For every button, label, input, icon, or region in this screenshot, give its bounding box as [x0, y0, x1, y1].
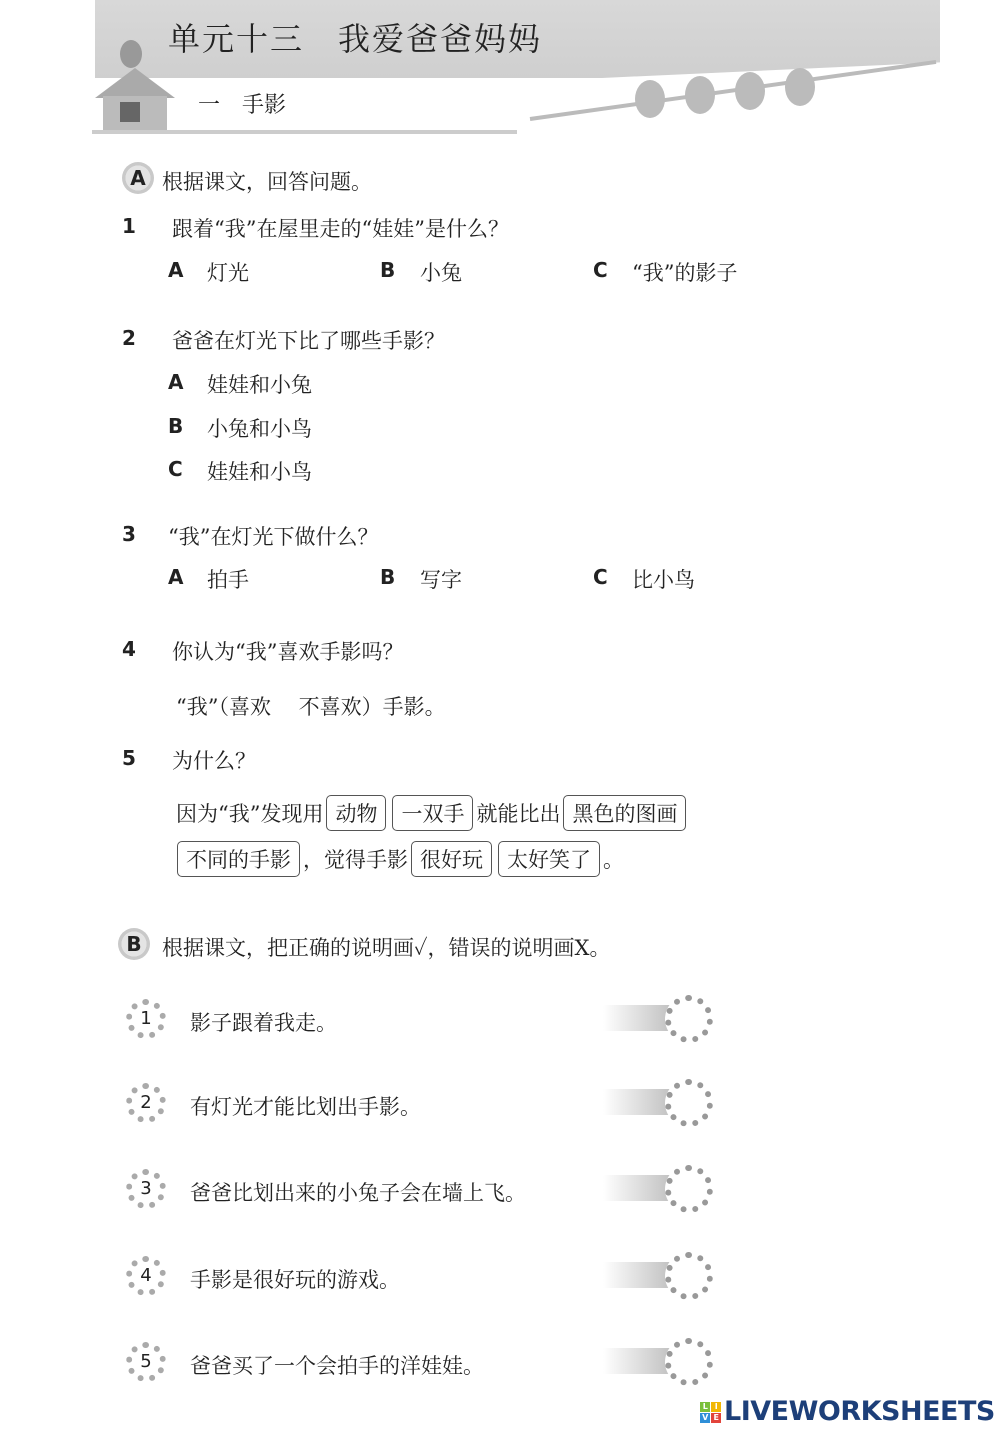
- answer-slot[interactable]: [603, 1340, 718, 1384]
- answer-choice-line[interactable]: “我”（喜欢 不喜欢）手影。: [176, 695, 446, 719]
- option-letter: A: [168, 370, 184, 394]
- item-number-badge: 4: [126, 1256, 166, 1296]
- unit-title: 单元十三 我爱爸爸妈妈: [168, 20, 543, 58]
- word-box[interactable]: 动物: [326, 795, 386, 831]
- option-letter: B: [380, 565, 396, 589]
- question-text: 为什么？: [172, 749, 256, 773]
- answer-slot[interactable]: [603, 1254, 718, 1298]
- option-letter: C: [168, 457, 183, 481]
- statement-text: 有灯光才能比划出手影。: [190, 1095, 421, 1119]
- option-letter: C: [593, 565, 608, 589]
- question-number: 2: [122, 326, 136, 350]
- section-b-instruction: [162, 932, 611, 962]
- item-number-badge: 3: [126, 1169, 166, 1209]
- option-letter: B: [168, 414, 184, 438]
- question-number: 3: [122, 522, 136, 546]
- question-text: 跟着“我”在屋里走的“娃娃”是什么？: [172, 217, 509, 241]
- question-text: 你认为“我”喜欢手影吗？: [172, 640, 404, 664]
- sentence-text: ，觉得手影: [303, 848, 408, 872]
- question-text: “我”在灯光下做什么？: [168, 525, 379, 549]
- statement-text: 爸爸比划出来的小兔子会在墙上飞。: [190, 1181, 526, 1205]
- option-letter: A: [168, 258, 184, 282]
- answer-slot[interactable]: [603, 1167, 718, 1211]
- section-a-badge: A: [122, 162, 154, 194]
- option-letter: B: [380, 258, 396, 282]
- item-number-badge: 2: [126, 1083, 166, 1123]
- fill-sentence-line-1: [176, 795, 689, 831]
- fill-sentence-line-2: [174, 841, 624, 877]
- check-mark-icon: ✓: [414, 936, 428, 960]
- live-blocks-icon: L I V E: [700, 1402, 721, 1423]
- answer-slot[interactable]: [603, 1081, 718, 1125]
- option-text[interactable]: 拍手: [207, 568, 249, 592]
- statement-text: 影子跟着我走。: [190, 1011, 337, 1035]
- item-number-badge: 5: [126, 1342, 166, 1382]
- instruction-text: 根据课文，把正确的说明画: [162, 936, 414, 960]
- option-text[interactable]: 娃娃和小兔: [207, 373, 312, 397]
- statement-text: 爸爸买了一个会拍手的洋娃娃。: [190, 1354, 484, 1378]
- statement-text: 手影是很好玩的游戏。: [190, 1268, 400, 1292]
- item-number-badge: 1: [126, 999, 166, 1039]
- word-box[interactable]: 很好玩: [411, 841, 492, 877]
- word-box[interactable]: 一双手: [392, 795, 473, 831]
- sentence-text: 因为“我”发现用: [176, 802, 324, 826]
- word-box[interactable]: 黑色的图画: [563, 795, 686, 831]
- section-b-badge: B: [118, 928, 150, 960]
- header-divider: [92, 130, 517, 134]
- option-text[interactable]: “我”的影子: [632, 261, 738, 285]
- answer-slot[interactable]: [603, 997, 718, 1041]
- question-number: 4: [122, 637, 136, 661]
- option-text[interactable]: 小兔和小鸟: [207, 417, 312, 441]
- option-text[interactable]: 小兔: [420, 261, 462, 285]
- option-text[interactable]: 娃娃和小鸟: [207, 460, 312, 484]
- question-number: 1: [122, 214, 136, 238]
- liveworksheets-logo: [700, 1396, 995, 1427]
- logo-text: LIVEWORKSHEETS: [724, 1396, 995, 1427]
- sentence-text: 。: [603, 848, 624, 872]
- sentence-text: 就能比出: [476, 802, 561, 826]
- instruction-text: ，错误的说明画X。: [427, 936, 611, 960]
- option-text[interactable]: 灯光: [207, 261, 249, 285]
- bird-house-illustration: [95, 40, 175, 135]
- option-letter: C: [593, 258, 608, 282]
- question-text: 爸爸在灯光下比了哪些手影？: [172, 329, 445, 353]
- section-a-instruction: 根据课文，回答问题。: [162, 170, 372, 194]
- word-box[interactable]: 太好笑了: [498, 841, 600, 877]
- option-letter: A: [168, 565, 184, 589]
- option-text[interactable]: 写字: [420, 568, 462, 592]
- option-text[interactable]: 比小鸟: [632, 568, 695, 592]
- word-box[interactable]: 不同的手影: [177, 841, 300, 877]
- lesson-title: 一 手影: [198, 93, 287, 118]
- question-number: 5: [122, 746, 136, 770]
- birds-on-branch-illustration: [530, 62, 940, 142]
